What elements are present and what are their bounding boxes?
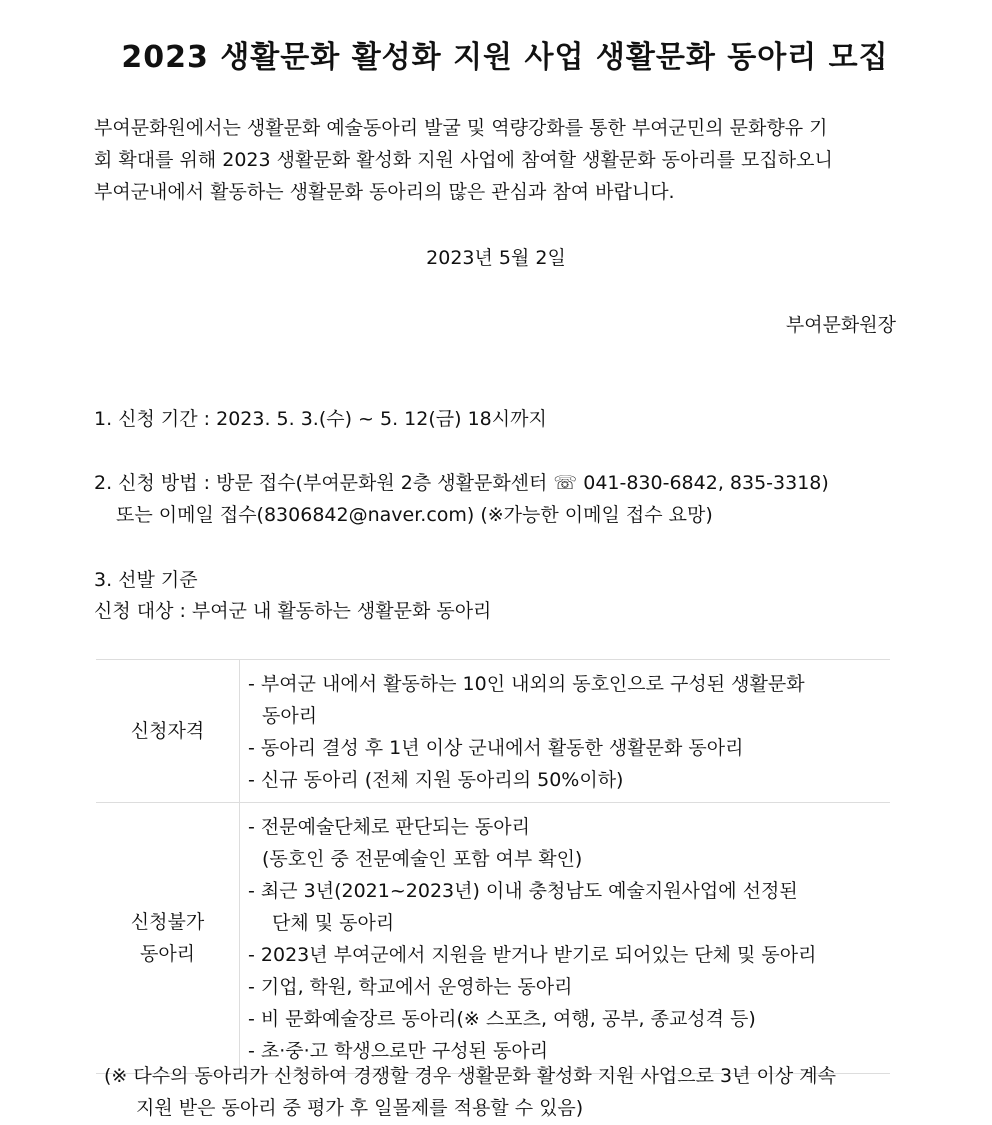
intro-paragraph bbox=[94, 112, 896, 208]
intro-line-3: 부여군내에서 활동하는 생활문화 동아리의 많은 관심과 참여 바랍니다. bbox=[94, 181, 675, 203]
table-row-eligible bbox=[96, 660, 890, 803]
list-item: 단체 및 동아리 bbox=[272, 912, 395, 934]
document-title: 2023 생활문화 활성화 지원 사업 생활문화 동아리 모집 bbox=[121, 40, 889, 75]
application-period: 1. 신청 기간 : 2023. 5. 3.(수) ~ 5. 12(금) 18시까지 bbox=[94, 408, 547, 430]
list-item: - 부여군 내에서 활동하는 10인 내외의 동호인으로 구성된 생활문화 bbox=[248, 673, 805, 695]
eligible-items bbox=[240, 660, 891, 803]
footnote bbox=[104, 1060, 836, 1124]
announcement-date: 2023년 5월 2일 bbox=[426, 247, 566, 269]
ineligible-items bbox=[240, 803, 891, 1074]
application-method-email: 또는 이메일 접수(8306842@naver.com) (※가능한 이메일 접수 요망) bbox=[116, 504, 713, 526]
table-row-ineligible bbox=[96, 803, 890, 1074]
list-item: - 기업, 학원, 학교에서 운영하는 동아리 bbox=[248, 976, 573, 998]
application-target: 신청 대상 : 부여군 내 활동하는 생활문화 동아리 bbox=[94, 600, 492, 622]
list-item: (동호인 중 전문예술인 포함 여부 확인) bbox=[262, 848, 583, 870]
list-item: - 신규 동아리 (전체 지원 동아리의 50%이하) bbox=[248, 769, 624, 791]
selection-criteria-heading: 3. 선발 기준 bbox=[94, 569, 198, 591]
ineligible-label-line-2: 동아리 bbox=[139, 943, 196, 965]
list-item: - 2023년 부여군에서 지원을 받거나 받기로 되어있는 단체 및 동아리 bbox=[248, 944, 817, 966]
footnote-line-2: 지원 받은 동아리 중 평가 후 일몰제를 적용할 수 있음) bbox=[136, 1097, 584, 1119]
intro-line-2: 회 확대를 위해 2023 생활문화 활성화 지원 사업에 참여할 생활문화 동아리를 모집하오니 bbox=[94, 149, 833, 171]
application-method: 2. 신청 방법 : 방문 접수(부여문화원 2층 생활문화센터 ☏ 041-830-6842, 835-3318) bbox=[94, 472, 829, 494]
list-item: - 동아리 결성 후 1년 이상 군내에서 활동한 생활문화 동아리 bbox=[248, 737, 744, 759]
list-item: 동아리 bbox=[262, 705, 318, 727]
list-item: - 비 문화예술장르 동아리(※ 스포츠, 여행, 공부, 종교성격 등) bbox=[248, 1008, 756, 1030]
list-item: - 초·중·고 학생으로만 구성된 동아리 bbox=[248, 1040, 549, 1062]
ineligible-label-line-1: 신청불가 bbox=[130, 911, 205, 933]
intro-line-1: 부여문화원에서는 생활문화 예술동아리 발굴 및 역량강화를 통한 부여군민의 문화향유 기 bbox=[94, 117, 828, 139]
signature: 부여문화원장 bbox=[785, 314, 896, 336]
eligible-label: 신청자격 bbox=[96, 660, 240, 803]
criteria-table bbox=[96, 659, 890, 1074]
footnote-line-1: (※ 다수의 동아리가 신청하여 경쟁할 경우 생활문화 활성화 지원 사업으로 3년 이상 계속 bbox=[104, 1065, 836, 1087]
list-item: - 최근 3년(2021~2023년) 이내 충청남도 예술지원사업에 선정된 bbox=[248, 880, 798, 902]
ineligible-label bbox=[96, 803, 240, 1074]
list-item: - 전문예술단체로 판단되는 동아리 bbox=[248, 816, 530, 838]
